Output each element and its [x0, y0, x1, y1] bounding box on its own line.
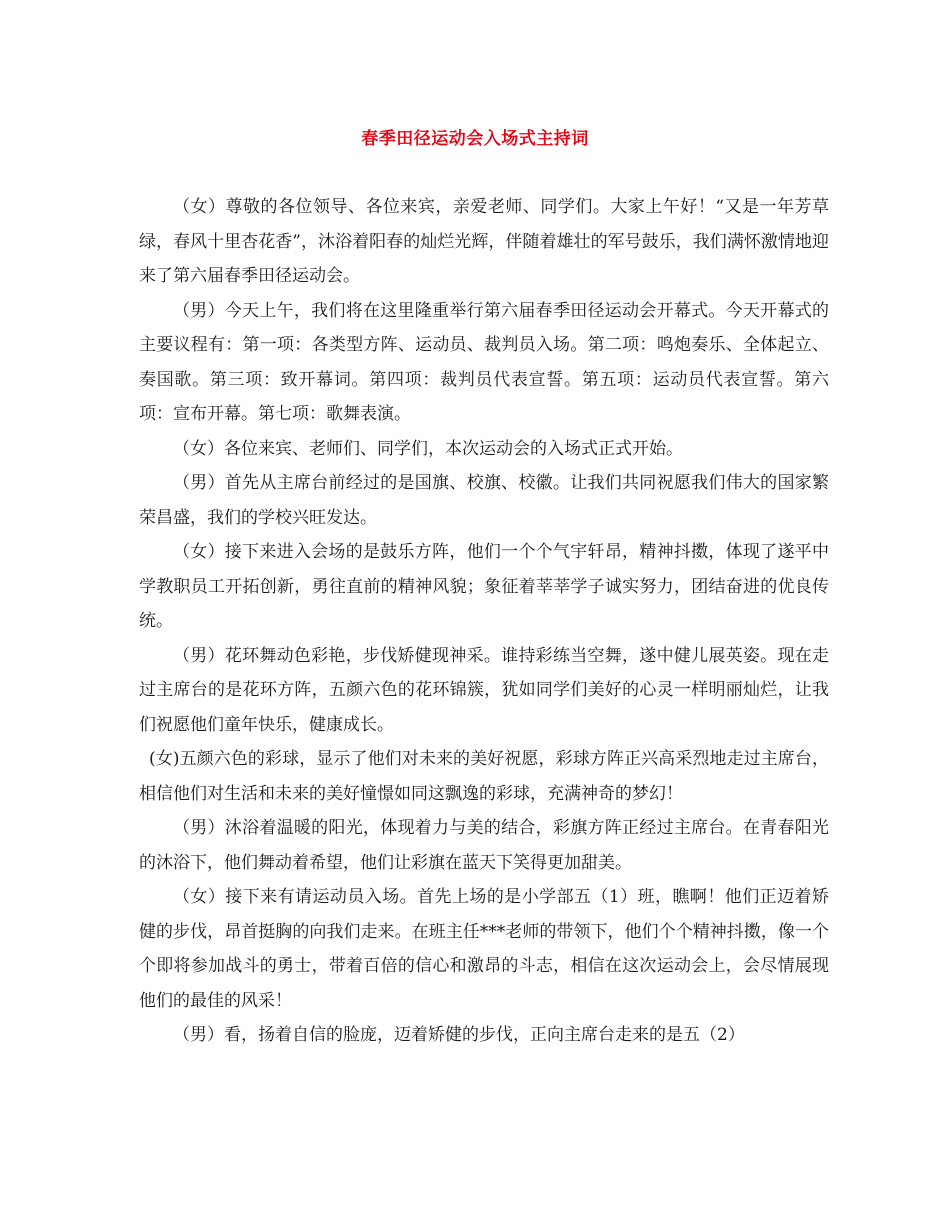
paragraph: （男）花环舞动色彩艳，步伐矫健现神采。谁持彩练当空舞，遂中健儿展英姿。现在走过主席台的是花环方阵，五颜六色的花环锦簇，犹如同学们美好的心灵一样明丽灿烂，让我们祝愿他们童年快乐，健康成长。	[139, 645, 829, 735]
document-body	[139, 190, 829, 1053]
paragraph: （女）各位来宾、老师们、同学们，本次运动会的入场式正式开始。	[173, 438, 683, 459]
document-title: 春季田径运动会入场式主持词	[361, 129, 589, 149]
paragraph: （女）尊敬的各位领导、各位来宾，亲爱老师、同学们。大家上午好！“又是一年芳草绿，春风十里杏花香”，沐浴着阳春的灿烂光辉，伴随着雄壮的军号鼓乐，我们满怀激情地迎来了第六届春季田径运动会。	[139, 197, 829, 286]
paragraph: （男）首先从主席台前经过的是国旗、校旗、校徽。让我们共同祝愿我们伟大的国家繁荣昌盛，我们的学校兴旺发达。	[139, 473, 829, 528]
paragraph: (女)五颜六色的彩球，显示了他们对未来的美好祝愿，彩球方阵正兴高采烈地走过主席台，相信他们对生活和未来的美好憧憬如同这飘逸的彩球，充满神奇的梦幻！	[139, 749, 829, 804]
paragraph: （男）沐浴着温暖的阳光，体现着力与美的结合，彩旗方阵正经过主席台。在青春阳光的沐浴下，他们舞动着希望，他们让彩旗在蓝天下笑得更加甜美。	[139, 818, 829, 873]
paragraph: （女）接下来有请运动员入场。首先上场的是小学部五（1）班，瞧啊！他们正迈着矫健的步伐，昂首挺胸的向我们走来。在班主任***老师的带领下，他们个个精神抖擞，像一个个即将参加战斗的勇士，带着百倍的信心和激昂的斗志，相信在这次运动会上，会尽情展现他们的最佳的风采！	[139, 887, 829, 1011]
paragraph: （男）今天上午，我们将在这里隆重举行第六届春季田径运动会开幕式。今天开幕式的主要议程有：第一项：各类型方阵、运动员、裁判员入场。第二项：鸣炮奏乐、全体起立、奏国歌。第三项：致开幕词。第四项：裁判员代表宣誓。第五项：运动员代表宣誓。第六项：宣布开幕。第七项：歌舞表演。	[139, 300, 829, 424]
paragraph: （男）看，扬着自信的脸庞，迈着矫健的步伐，正向主席台走来的是五（2）	[173, 1025, 745, 1045]
paragraph: （女）接下来进入会场的是鼓乐方阵，他们一个个气宇轩昂，精神抖擞，体现了遂平中学教职员工开拓创新，勇往直前的精神风貌；象征着莘莘学子诚实努力，团结奋进的优良传统。	[139, 542, 829, 631]
